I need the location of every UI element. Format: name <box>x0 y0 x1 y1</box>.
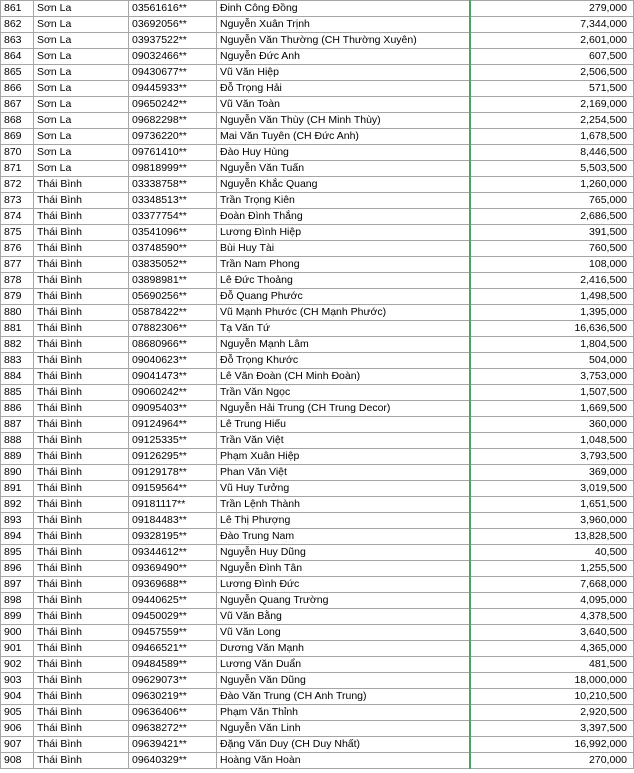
table-row <box>1 17 634 33</box>
cell-name[interactable]: Đặng Văn Duy (CH Duy Nhất) <box>217 737 471 753</box>
cell-phone[interactable]: 08680966** <box>129 337 217 353</box>
cell-amount[interactable]: 2,506,500 <box>470 65 634 81</box>
cell-name[interactable]: Lương Văn Duẩn <box>217 657 471 673</box>
cell-phone[interactable]: 09640329** <box>129 753 217 769</box>
cell-stt[interactable]: 869 <box>1 129 34 145</box>
cell-name[interactable]: Lương Đình Hiệp <box>217 225 471 241</box>
cell-province[interactable]: Thái Bình <box>34 417 129 433</box>
cell-stt[interactable]: 870 <box>1 145 34 161</box>
cell-province[interactable]: Thái Bình <box>34 209 129 225</box>
cell-province[interactable]: Thái Bình <box>34 481 129 497</box>
table-row <box>1 161 634 177</box>
cell-phone[interactable]: 03835052** <box>129 257 217 273</box>
cell-name[interactable]: Trần Nam Phong <box>217 257 471 273</box>
cell-stt[interactable]: 904 <box>1 689 34 705</box>
cell-phone[interactable]: 09736220** <box>129 129 217 145</box>
cell-stt[interactable]: 868 <box>1 113 34 129</box>
cell-name[interactable]: Nguyễn Đức Anh <box>217 49 471 65</box>
cell-name[interactable]: Hoàng Văn Hoàn <box>217 753 471 769</box>
cell-stt[interactable]: 900 <box>1 625 34 641</box>
cell-province[interactable]: Thái Bình <box>34 433 129 449</box>
cell-name[interactable]: Đào Văn Trung (CH Anh Trung) <box>217 689 471 705</box>
cell-province[interactable]: Thái Bình <box>34 705 129 721</box>
cell-name[interactable]: Lê Thị Phượng <box>217 513 471 529</box>
cell-amount[interactable]: 40,500 <box>470 545 634 561</box>
cell-province[interactable]: Thái Bình <box>34 497 129 513</box>
cell-amount[interactable]: 16,992,000 <box>470 737 634 753</box>
cell-name[interactable]: Nguyễn Hải Trung (CH Trung Decor) <box>217 401 471 417</box>
cell-province[interactable]: Sơn La <box>34 81 129 97</box>
cell-phone[interactable]: 09630219** <box>129 689 217 705</box>
cell-phone[interactable]: 09060242** <box>129 385 217 401</box>
cell-amount[interactable]: 8,446,500 <box>470 145 634 161</box>
cell-name[interactable]: Trần Lệnh Thành <box>217 497 471 513</box>
cell-phone[interactable]: 03338758** <box>129 177 217 193</box>
table-row <box>1 465 634 481</box>
cell-phone[interactable]: 05878422** <box>129 305 217 321</box>
table-row <box>1 129 634 145</box>
cell-stt[interactable]: 878 <box>1 273 34 289</box>
cell-name[interactable]: Nguyễn Văn Thùy (CH Minh Thùy) <box>217 113 471 129</box>
cell-name[interactable]: Đỗ Quang Phước <box>217 289 471 305</box>
cell-phone[interactable]: 09125335** <box>129 433 217 449</box>
cell-stt[interactable]: 883 <box>1 353 34 369</box>
cell-name[interactable]: Vũ Văn Long <box>217 625 471 641</box>
cell-phone[interactable]: 09484589** <box>129 657 217 673</box>
table-row <box>1 753 634 769</box>
cell-province[interactable]: Thái Bình <box>34 641 129 657</box>
cell-stt[interactable]: 903 <box>1 673 34 689</box>
cell-amount[interactable]: 7,344,000 <box>470 17 634 33</box>
cell-province[interactable]: Thái Bình <box>34 721 129 737</box>
cell-amount[interactable]: 16,636,500 <box>470 321 634 337</box>
cell-amount[interactable]: 760,500 <box>470 241 634 257</box>
cell-phone[interactable]: 09184483** <box>129 513 217 529</box>
cell-stt[interactable]: 886 <box>1 401 34 417</box>
cell-name[interactable]: Lê Văn Đoàn (CH Minh Đoàn) <box>217 369 471 385</box>
cell-phone[interactable]: 09124964** <box>129 417 217 433</box>
cell-province[interactable]: Thái Bình <box>34 369 129 385</box>
cell-name[interactable]: Nguyễn Khắc Quang <box>217 177 471 193</box>
cell-phone[interactable]: 09639421** <box>129 737 217 753</box>
cell-stt[interactable]: 897 <box>1 577 34 593</box>
cell-phone[interactable]: 09126295** <box>129 449 217 465</box>
cell-amount[interactable]: 1,255,500 <box>470 561 634 577</box>
cell-phone[interactable]: 09450029** <box>129 609 217 625</box>
cell-phone[interactable]: 09466521** <box>129 641 217 657</box>
cell-amount[interactable]: 1,260,000 <box>470 177 634 193</box>
cell-province[interactable]: Sơn La <box>34 1 129 17</box>
cell-amount[interactable]: 3,793,500 <box>470 449 634 465</box>
cell-province[interactable]: Sơn La <box>34 17 129 33</box>
cell-name[interactable]: Phạm Văn Thỉnh <box>217 705 471 721</box>
cell-province[interactable]: Thái Bình <box>34 337 129 353</box>
cell-name[interactable]: Nguyễn Văn Thường (CH Thường Xuyên) <box>217 33 471 49</box>
cell-province[interactable]: Thái Bình <box>34 257 129 273</box>
cell-stt[interactable]: 881 <box>1 321 34 337</box>
cell-amount[interactable]: 3,753,000 <box>470 369 634 385</box>
table-row <box>1 689 634 705</box>
cell-amount[interactable]: 1,507,500 <box>470 385 634 401</box>
cell-stt[interactable]: 896 <box>1 561 34 577</box>
cell-stt[interactable]: 893 <box>1 513 34 529</box>
cell-phone[interactable]: 09636406** <box>129 705 217 721</box>
table-row <box>1 513 634 529</box>
cell-stt[interactable]: 863 <box>1 33 34 49</box>
table-row <box>1 401 634 417</box>
table-row <box>1 337 634 353</box>
cell-phone[interactable]: 03937522** <box>129 33 217 49</box>
cell-province[interactable]: Sơn La <box>34 161 129 177</box>
table-row <box>1 1 634 17</box>
cell-name[interactable]: Bùi Huy Tài <box>217 241 471 257</box>
cell-stt[interactable]: 908 <box>1 753 34 769</box>
cell-phone[interactable]: 09445933** <box>129 81 217 97</box>
cell-stt[interactable]: 895 <box>1 545 34 561</box>
cell-name[interactable]: Trần Văn Việt <box>217 433 471 449</box>
cell-province[interactable]: Thái Bình <box>34 385 129 401</box>
cell-province[interactable]: Thái Bình <box>34 225 129 241</box>
cell-stt[interactable]: 887 <box>1 417 34 433</box>
cell-amount[interactable]: 2,601,000 <box>470 33 634 49</box>
cell-amount[interactable]: 3,397,500 <box>470 721 634 737</box>
cell-phone[interactable]: 09041473** <box>129 369 217 385</box>
cell-province[interactable]: Thái Bình <box>34 561 129 577</box>
cell-stt[interactable]: 875 <box>1 225 34 241</box>
cell-amount[interactable]: 765,000 <box>470 193 634 209</box>
cell-amount[interactable]: 360,000 <box>470 417 634 433</box>
table-row <box>1 145 634 161</box>
table-row <box>1 177 634 193</box>
cell-name[interactable]: Nguyễn Văn Linh <box>217 721 471 737</box>
cell-stt[interactable]: 907 <box>1 737 34 753</box>
cell-amount[interactable]: 571,500 <box>470 81 634 97</box>
cell-stt[interactable]: 880 <box>1 305 34 321</box>
cell-phone[interactable]: 09369490** <box>129 561 217 577</box>
cell-phone[interactable]: 09430677** <box>129 65 217 81</box>
cell-phone[interactable]: 09369688** <box>129 577 217 593</box>
cell-stt[interactable]: 902 <box>1 657 34 673</box>
cell-province[interactable]: Thái Bình <box>34 513 129 529</box>
cell-name[interactable]: Dương Văn Mạnh <box>217 641 471 657</box>
cell-name[interactable]: Lương Đình Đức <box>217 577 471 593</box>
cell-stt[interactable]: 862 <box>1 17 34 33</box>
table-row <box>1 497 634 513</box>
cell-amount[interactable]: 5,503,500 <box>470 161 634 177</box>
cell-stt[interactable]: 894 <box>1 529 34 545</box>
cell-phone[interactable]: 03898981** <box>129 273 217 289</box>
cell-amount[interactable]: 3,640,500 <box>470 625 634 641</box>
cell-phone[interactable]: 09629073** <box>129 673 217 689</box>
cell-amount[interactable]: 108,000 <box>470 257 634 273</box>
cell-province[interactable]: Sơn La <box>34 145 129 161</box>
cell-province[interactable]: Thái Bình <box>34 305 129 321</box>
cell-amount[interactable]: 607,500 <box>470 49 634 65</box>
cell-stt[interactable]: 889 <box>1 449 34 465</box>
cell-phone[interactable]: 09328195** <box>129 529 217 545</box>
cell-name[interactable]: Phan Văn Việt <box>217 465 471 481</box>
cell-name[interactable]: Đào Huy Hùng <box>217 145 471 161</box>
cell-amount[interactable]: 1,804,500 <box>470 337 634 353</box>
cell-stt[interactable]: 882 <box>1 337 34 353</box>
cell-phone[interactable]: 09159564** <box>129 481 217 497</box>
cell-province[interactable]: Thái Bình <box>34 593 129 609</box>
cell-phone[interactable]: 05690256** <box>129 289 217 305</box>
cell-phone[interactable]: 09650242** <box>129 97 217 113</box>
cell-phone[interactable]: 09344612** <box>129 545 217 561</box>
cell-stt[interactable]: 871 <box>1 161 34 177</box>
cell-name[interactable]: Vũ Văn Bằng <box>217 609 471 625</box>
cell-name[interactable]: Trần Văn Ngọc <box>217 385 471 401</box>
cell-name[interactable]: Đoàn Đình Thắng <box>217 209 471 225</box>
cell-amount[interactable]: 270,000 <box>470 753 634 769</box>
table-row <box>1 593 634 609</box>
table-row <box>1 289 634 305</box>
cell-province[interactable]: Thái Bình <box>34 465 129 481</box>
table-row <box>1 481 634 497</box>
cell-stt[interactable]: 905 <box>1 705 34 721</box>
cell-stt[interactable]: 865 <box>1 65 34 81</box>
cell-amount[interactable]: 2,686,500 <box>470 209 634 225</box>
cell-amount[interactable]: 7,668,000 <box>470 577 634 593</box>
table-row <box>1 561 634 577</box>
table-row <box>1 641 634 657</box>
cell-amount[interactable]: 504,000 <box>470 353 634 369</box>
cell-province[interactable]: Thái Bình <box>34 673 129 689</box>
cell-province[interactable]: Thái Bình <box>34 529 129 545</box>
cell-amount[interactable]: 3,960,000 <box>470 513 634 529</box>
cell-name[interactable]: Đỗ Trọng Hải <box>217 81 471 97</box>
cell-stt[interactable]: 888 <box>1 433 34 449</box>
table-row <box>1 721 634 737</box>
cell-province[interactable]: Sơn La <box>34 97 129 113</box>
cell-phone[interactable]: 09818999** <box>129 161 217 177</box>
cell-phone[interactable]: 09761410** <box>129 145 217 161</box>
cell-amount[interactable]: 2,254,500 <box>470 113 634 129</box>
cell-province[interactable]: Thái Bình <box>34 449 129 465</box>
cell-phone[interactable]: 09682298** <box>129 113 217 129</box>
cell-stt[interactable]: 906 <box>1 721 34 737</box>
table-row <box>1 609 634 625</box>
table-row <box>1 33 634 49</box>
cell-stt[interactable]: 866 <box>1 81 34 97</box>
cell-name[interactable]: Nguyễn Quang Trường <box>217 593 471 609</box>
cell-province[interactable]: Thái Bình <box>34 353 129 369</box>
cell-amount[interactable]: 2,169,000 <box>470 97 634 113</box>
cell-phone[interactable]: 09440625** <box>129 593 217 609</box>
table-row <box>1 385 634 401</box>
cell-name[interactable]: Vũ Văn Hiệp <box>217 65 471 81</box>
cell-stt[interactable]: 884 <box>1 369 34 385</box>
cell-phone[interactable]: 09181117** <box>129 497 217 513</box>
table-row <box>1 193 634 209</box>
table-row <box>1 705 634 721</box>
cell-amount[interactable]: 1,395,000 <box>470 305 634 321</box>
cell-phone[interactable]: 03348513** <box>129 193 217 209</box>
cell-province[interactable]: Sơn La <box>34 33 129 49</box>
cell-phone[interactable]: 09457559** <box>129 625 217 641</box>
cell-name[interactable]: Lê Trung Hiếu <box>217 417 471 433</box>
cell-amount[interactable]: 481,500 <box>470 657 634 673</box>
cell-amount[interactable]: 3,019,500 <box>470 481 634 497</box>
table-row <box>1 113 634 129</box>
cell-name[interactable]: Nguyễn Văn Tuấn <box>217 161 471 177</box>
cell-amount[interactable]: 2,920,500 <box>470 705 634 721</box>
cell-province[interactable]: Sơn La <box>34 49 129 65</box>
cell-phone[interactable]: 09638272** <box>129 721 217 737</box>
table-row <box>1 417 634 433</box>
table-row <box>1 529 634 545</box>
cell-amount[interactable]: 1,651,500 <box>470 497 634 513</box>
cell-stt[interactable]: 873 <box>1 193 34 209</box>
table-row <box>1 625 634 641</box>
cell-stt[interactable]: 891 <box>1 481 34 497</box>
cell-province[interactable]: Thái Bình <box>34 273 129 289</box>
cell-amount[interactable]: 10,210,500 <box>470 689 634 705</box>
cell-phone[interactable]: 03377754** <box>129 209 217 225</box>
cell-amount[interactable]: 4,378,500 <box>470 609 634 625</box>
cell-stt[interactable]: 898 <box>1 593 34 609</box>
cell-name[interactable]: Nguyễn Đình Tân <box>217 561 471 577</box>
table-row <box>1 305 634 321</box>
table-row <box>1 81 634 97</box>
table-row <box>1 545 634 561</box>
cell-amount[interactable]: 1,669,500 <box>470 401 634 417</box>
table-row <box>1 353 634 369</box>
cell-stt[interactable]: 879 <box>1 289 34 305</box>
cell-name[interactable]: Trần Trọng Kiên <box>217 193 471 209</box>
cell-name[interactable]: Vũ Huy Tưởng <box>217 481 471 497</box>
cell-amount[interactable]: 369,000 <box>470 465 634 481</box>
cell-province[interactable]: Thái Bình <box>34 689 129 705</box>
cell-stt[interactable]: 892 <box>1 497 34 513</box>
table-row <box>1 97 634 113</box>
cell-province[interactable]: Thái Bình <box>34 401 129 417</box>
cell-amount[interactable]: 391,500 <box>470 225 634 241</box>
table-row <box>1 241 634 257</box>
table-row <box>1 225 634 241</box>
cell-name[interactable]: Nguyễn Văn Dũng <box>217 673 471 689</box>
cell-province[interactable]: Thái Bình <box>34 289 129 305</box>
cell-province[interactable]: Thái Bình <box>34 609 129 625</box>
cell-stt[interactable]: 877 <box>1 257 34 273</box>
cell-phone[interactable]: 07882306** <box>129 321 217 337</box>
cell-stt[interactable]: 901 <box>1 641 34 657</box>
cell-province[interactable]: Thái Bình <box>34 177 129 193</box>
cell-amount[interactable]: 13,828,500 <box>470 529 634 545</box>
cell-name[interactable]: Nguyễn Huy Dũng <box>217 545 471 561</box>
cell-stt[interactable]: 864 <box>1 49 34 65</box>
cell-name[interactable]: Mai Văn Tuyên (CH Đức Anh) <box>217 129 471 145</box>
cell-name[interactable]: Vũ Văn Toàn <box>217 97 471 113</box>
cell-province[interactable]: Thái Bình <box>34 241 129 257</box>
cell-province[interactable]: Thái Bình <box>34 657 129 673</box>
cell-stt[interactable]: 861 <box>1 1 34 17</box>
cell-amount[interactable]: 4,095,000 <box>470 593 634 609</box>
cell-province[interactable]: Thái Bình <box>34 545 129 561</box>
table-row <box>1 321 634 337</box>
cell-province[interactable]: Thái Bình <box>34 321 129 337</box>
cell-province[interactable]: Thái Bình <box>34 753 129 769</box>
cell-amount[interactable]: 1,048,500 <box>470 433 634 449</box>
cell-name[interactable]: Đỗ Trọng Khước <box>217 353 471 369</box>
table-row <box>1 737 634 753</box>
cell-phone[interactable]: 09032466** <box>129 49 217 65</box>
cell-amount[interactable]: 1,498,500 <box>470 289 634 305</box>
cell-phone[interactable]: 03692056** <box>129 17 217 33</box>
cell-name[interactable]: Vũ Mạnh Phước (CH Mạnh Phước) <box>217 305 471 321</box>
cell-phone[interactable]: 03748590** <box>129 241 217 257</box>
table-row <box>1 433 634 449</box>
cell-amount[interactable]: 1,678,500 <box>470 129 634 145</box>
cell-stt[interactable]: 872 <box>1 177 34 193</box>
table-row <box>1 657 634 673</box>
cell-stt[interactable]: 867 <box>1 97 34 113</box>
cell-amount[interactable]: 2,416,500 <box>470 273 634 289</box>
table-row <box>1 369 634 385</box>
table-row <box>1 449 634 465</box>
cell-province[interactable]: Sơn La <box>34 113 129 129</box>
table-row <box>1 577 634 593</box>
table-row <box>1 65 634 81</box>
cell-stt[interactable]: 885 <box>1 385 34 401</box>
cell-name[interactable]: Phạm Xuân Hiệp <box>217 449 471 465</box>
cell-phone[interactable]: 09129178** <box>129 465 217 481</box>
cell-name[interactable]: Nguyễn Xuân Trịnh <box>217 17 471 33</box>
table-row <box>1 49 634 65</box>
cell-phone[interactable]: 09095403** <box>129 401 217 417</box>
cell-name[interactable]: Đào Trung Nam <box>217 529 471 545</box>
cell-phone[interactable]: 03541096** <box>129 225 217 241</box>
cell-phone[interactable]: 09040623** <box>129 353 217 369</box>
cell-province[interactable]: Sơn La <box>34 129 129 145</box>
table-row <box>1 673 634 689</box>
cell-stt[interactable]: 876 <box>1 241 34 257</box>
cell-amount[interactable]: 279,000 <box>470 1 634 17</box>
cell-name[interactable]: Lê Đức Thoảng <box>217 273 471 289</box>
cell-name[interactable]: Tạ Văn Tứ <box>217 321 471 337</box>
cell-amount[interactable]: 4,365,000 <box>470 641 634 657</box>
table-row <box>1 273 634 289</box>
table-row <box>1 209 634 225</box>
cell-province[interactable]: Thái Bình <box>34 193 129 209</box>
cell-stt[interactable]: 899 <box>1 609 34 625</box>
cell-stt[interactable]: 874 <box>1 209 34 225</box>
cell-phone[interactable]: 03561616** <box>129 1 217 17</box>
cell-name[interactable]: Đinh Công Đồng <box>217 1 471 17</box>
table-row <box>1 257 634 273</box>
cell-province[interactable]: Thái Bình <box>34 577 129 593</box>
cell-amount[interactable]: 18,000,000 <box>470 673 634 689</box>
cell-province[interactable]: Sơn La <box>34 65 129 81</box>
cell-province[interactable]: Thái Bình <box>34 737 129 753</box>
cell-stt[interactable]: 890 <box>1 465 34 481</box>
cell-province[interactable]: Thái Bình <box>34 625 129 641</box>
cell-name[interactable]: Nguyễn Mạnh Lâm <box>217 337 471 353</box>
